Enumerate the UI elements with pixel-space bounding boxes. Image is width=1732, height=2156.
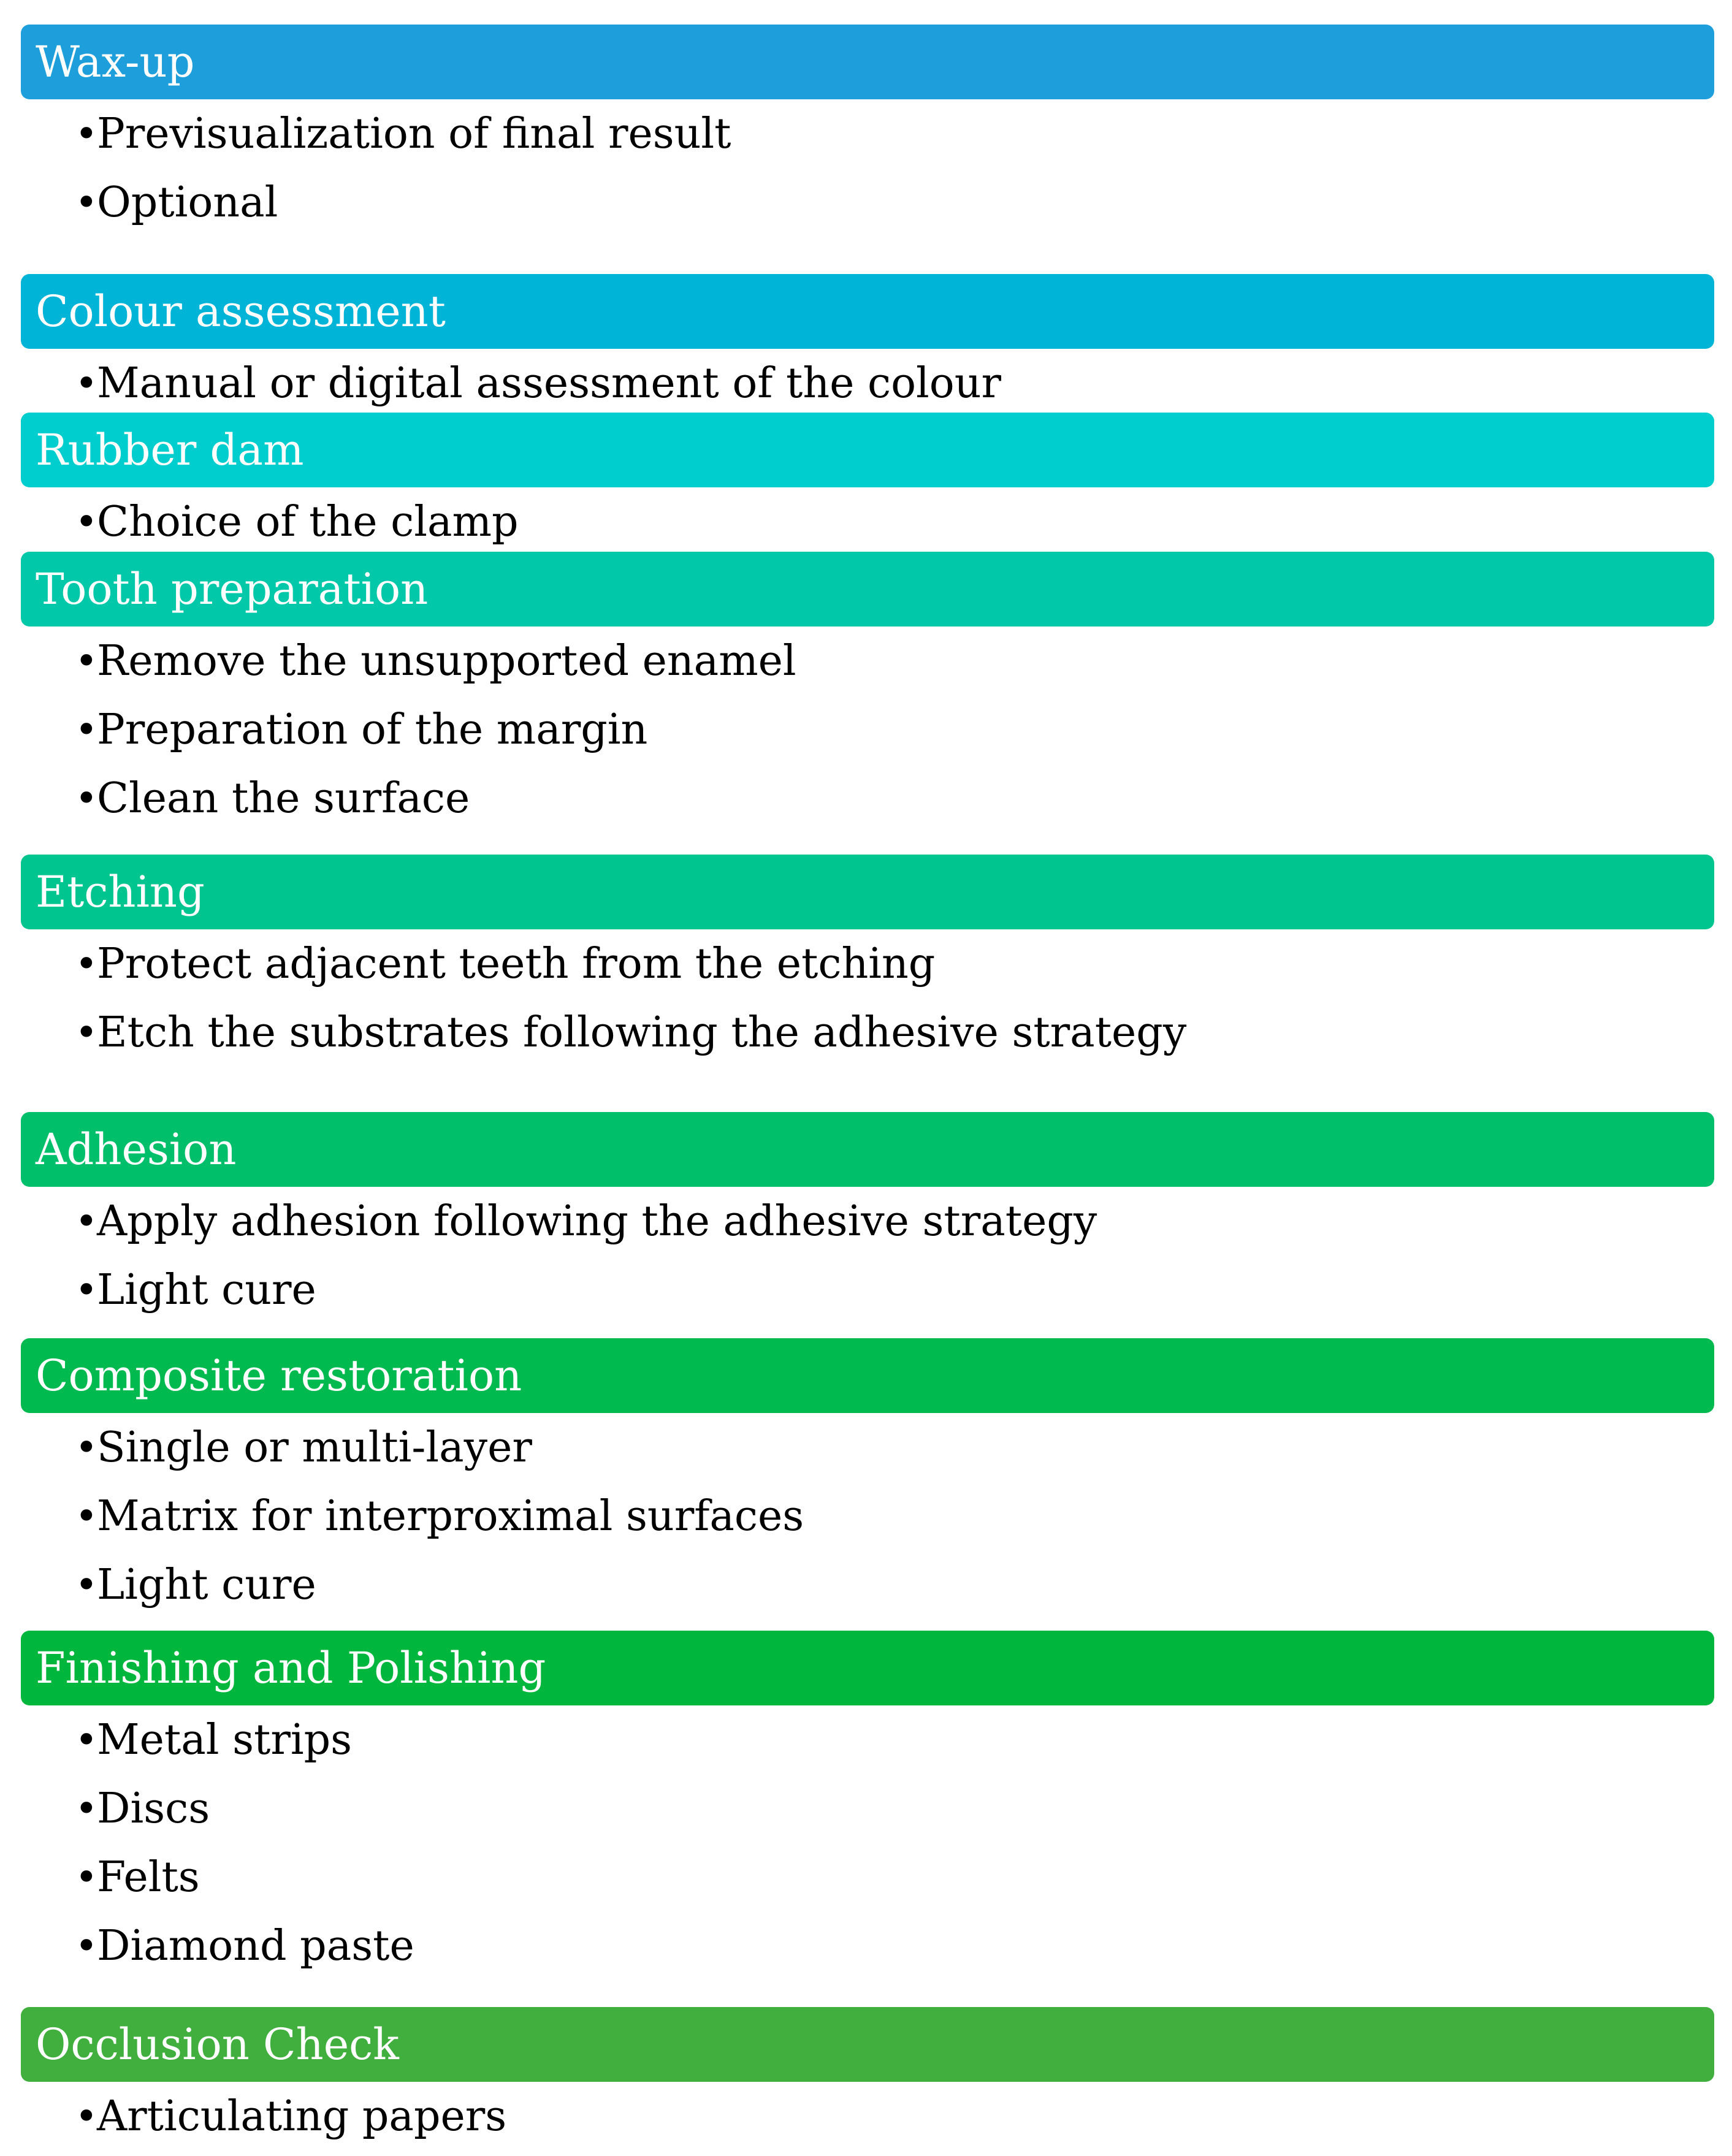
list-item-text: Felts (97, 1853, 200, 1902)
step-header (21, 1338, 1714, 1413)
list-item-text: Light cure (97, 1266, 316, 1314)
list-item-text: Matrix for interproximal surfaces (97, 1492, 804, 1541)
bullet-icon: • (75, 639, 98, 684)
bullet-icon: • (75, 1199, 98, 1244)
list-item-text: Clean the surface (97, 774, 470, 823)
list-item-text: Articulating papers (97, 2092, 507, 2141)
bullet-icon: • (75, 112, 98, 157)
step-title: Composite restoration (36, 1350, 522, 1401)
step-title: Adhesion (36, 1124, 237, 1175)
step-header (21, 413, 1714, 487)
step-header (21, 855, 1714, 929)
step-header (21, 1631, 1714, 1705)
list-item-text: Etch the substrates following the adhesive strategy (97, 1008, 1187, 1057)
list-item-text: Choice of the clamp (97, 498, 519, 546)
step-header (21, 1112, 1714, 1187)
list-item-text: Discs (97, 1785, 210, 1833)
list-item-text: Protect adjacent teeth from the etching (97, 940, 936, 988)
bullet-icon: • (75, 1268, 98, 1313)
bullet-icon: • (75, 180, 98, 226)
step-title: Etching (36, 867, 205, 917)
list-item (75, 1710, 352, 1771)
list-item (75, 1417, 532, 1479)
list-item (75, 1778, 210, 1840)
list-item (75, 1555, 316, 1616)
list-item-text: Single or multi-layer (97, 1423, 532, 1472)
step-header (21, 25, 1714, 99)
list-item (75, 104, 731, 165)
list-item-text: Preparation of the margin (97, 706, 648, 754)
list-item (75, 768, 470, 829)
list-item (75, 1002, 1186, 1064)
list-item (75, 172, 278, 234)
bullet-icon: • (75, 707, 98, 753)
step-header (21, 2007, 1714, 2082)
list-item-text: Light cure (97, 1561, 316, 1609)
step-header (21, 274, 1714, 349)
list-item (75, 492, 519, 553)
list-item-text: Previsualization of final result (97, 110, 731, 158)
list-item (75, 1847, 200, 1908)
list-item (75, 631, 796, 692)
bullet-icon: • (75, 942, 98, 987)
step-title: Occlusion Check (36, 2019, 399, 2070)
bullet-icon: • (75, 500, 98, 545)
list-item (75, 934, 935, 995)
bullet-icon: • (75, 1855, 98, 1900)
list-item (75, 1191, 1097, 1252)
bullet-icon: • (75, 1563, 98, 1608)
list-item (75, 353, 1001, 414)
bullet-icon: • (75, 1718, 98, 1763)
bullet-icon: • (75, 361, 98, 406)
bullet-icon: • (75, 1010, 98, 1056)
step-title: Finishing and Polishing (36, 1643, 546, 1693)
list-item (75, 2086, 506, 2147)
bullet-icon: • (75, 1924, 98, 1969)
bullet-icon: • (75, 1786, 98, 1832)
list-item-text: Remove the unsupported enamel (97, 637, 796, 685)
step-title: Rubber dam (36, 425, 304, 475)
list-item-text: Optional (97, 178, 278, 227)
list-item-text: Apply adhesion following the adhesive strategy (97, 1197, 1097, 1246)
bullet-icon: • (75, 776, 98, 821)
step-title: Wax-up (36, 37, 195, 87)
step-title: Tooth preparation (36, 564, 429, 614)
bullet-icon: • (75, 2094, 98, 2139)
bullet-icon: • (75, 1494, 98, 1539)
list-item-text: Diamond paste (97, 1922, 414, 1970)
step-header (21, 552, 1714, 627)
list-item-text: Manual or digital assessment of the colour (97, 359, 1002, 408)
bullet-icon: • (75, 1425, 98, 1471)
list-item (75, 1260, 316, 1321)
list-item-text: Metal strips (97, 1716, 353, 1764)
step-title: Colour assessment (36, 286, 446, 337)
list-item (75, 699, 647, 761)
list-item (75, 1486, 804, 1547)
list-item (75, 1916, 414, 1977)
